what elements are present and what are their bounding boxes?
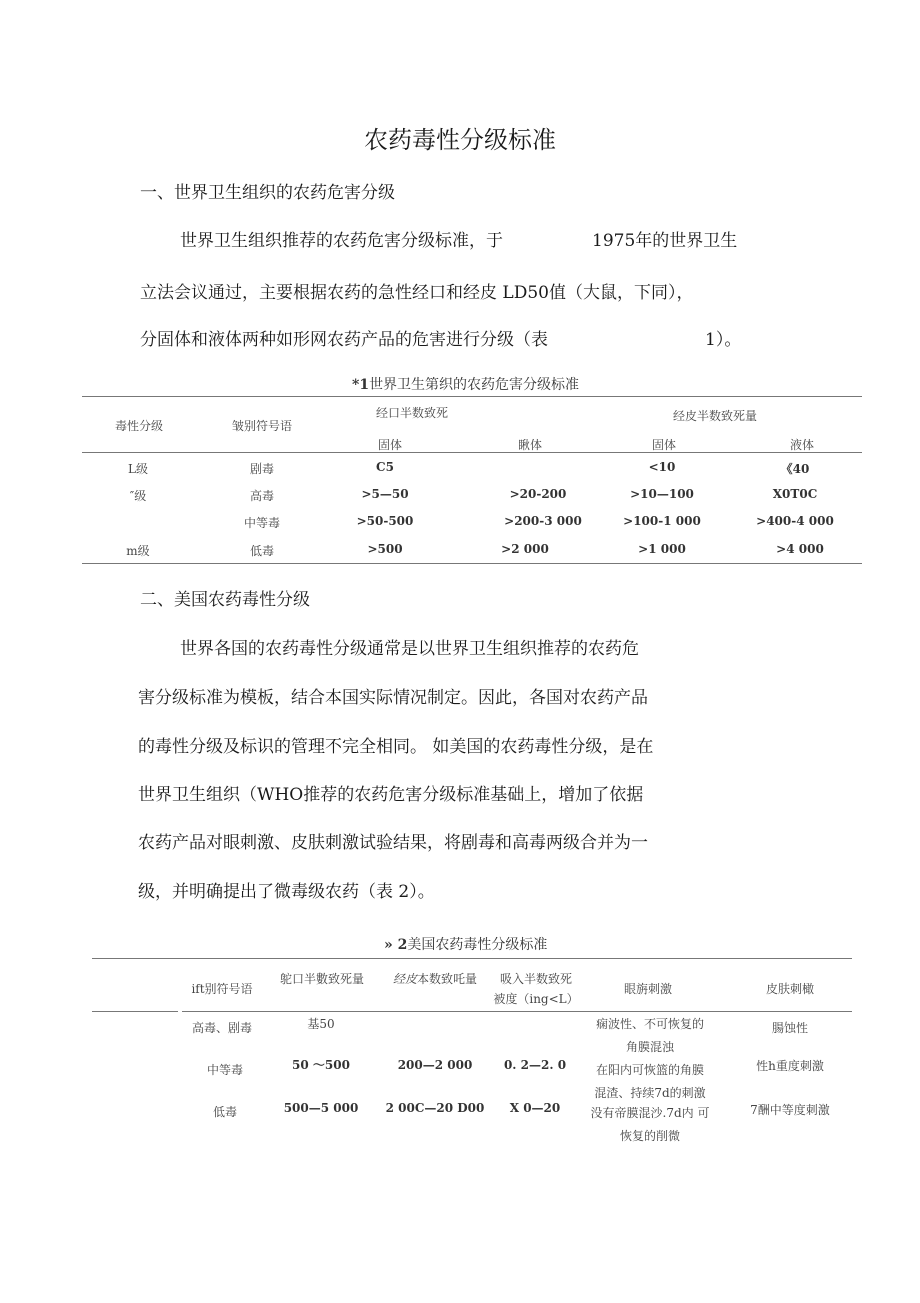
table1-bottom-rule [82, 563, 862, 564]
table2-cell-eye: 没有帝膜混沙.7d内 可恢复的削微 [590, 1106, 710, 1143]
table1-cell-dermal-liquid: X0T0C [772, 487, 818, 501]
table2-header-dermal-b: 本数致吒量 [417, 972, 478, 986]
table1-sub-oral-solid: 固体 [377, 438, 402, 452]
table1-header-oral: 经口半数致死 [375, 406, 448, 420]
table1-header-grade: 毒性分级 [114, 419, 163, 433]
table2-caption-text: 美国农药毒性分级标准 [407, 937, 548, 953]
table2-header-skin: 皮肤刺橄 [765, 982, 814, 996]
table1-caption-mark: *1 [352, 377, 370, 393]
table2-cell-oral: 500—5 000 [283, 1101, 359, 1115]
table1-cell-oral-solid: >5—50 [361, 487, 409, 501]
table1-cell-dermal-liquid: >400-4 000 [756, 514, 834, 528]
table1-cell-dermal-solid: >100-1 000 [623, 514, 701, 528]
table1-caption-text: 世界卫生第织的农药危害分级标准 [369, 377, 580, 393]
table2-cell-skin: 性h重度刺激 [756, 1059, 824, 1073]
table1-cell-oral-solid: C5 [376, 460, 394, 474]
table2-cell-symbol: 中等毒 [206, 1063, 243, 1077]
table2-caption [384, 934, 547, 954]
table2-cell-dermal: 2 00C—20 D00 [385, 1101, 485, 1115]
table1-cell-dermal-liquid: >4 000 [776, 542, 824, 556]
table2-header-eye: 眼旃刺激 [623, 982, 672, 996]
table2-cell-oral: 基50 [307, 1017, 335, 1031]
table2-cell-eye: 在阳内可恢篮的角膜 混渣、持续7d的刺激 [594, 1063, 706, 1100]
section1-heading: 一、世界卫生组织的农药危害分级 [140, 183, 395, 203]
section1-line3b: 1）。 [705, 330, 742, 350]
table1-sub-oral-liquid: 瞅体 [517, 438, 542, 452]
table2-header-rule-left [92, 1011, 178, 1012]
section2-heading: 二、美国农药毒性分级 [140, 590, 310, 610]
table2-header-inhal-2: 被度（ing<L） [493, 992, 579, 1006]
table2-header-dermal [380, 970, 490, 987]
table2-header-oral: 鸵口半數致死量 [279, 972, 364, 986]
table1-cell-symbol: 中等毒 [243, 516, 280, 530]
table2-caption-mark: » 2 [384, 937, 408, 953]
section2-line3: 的毒性分级及标识的管理不完全相同。 如美国的农药毒性分级，是在 [138, 737, 654, 757]
section1-line2: 立法会议通过，主要根据农药的急性经口和经皮 LD50值（大鼠，下同）， [140, 283, 694, 303]
table1-cell-dermal-solid: >10—100 [630, 487, 694, 501]
table1-cell-symbol: 高毒 [249, 489, 274, 503]
section1-line1b: 1975年的世界卫生 [592, 231, 738, 251]
page-title: 农药毒性分级标准 [364, 126, 556, 154]
section2-line4: 世界卫生组织（WHO推荐的农药危害分级标准基础上，增加了依据 [138, 785, 644, 805]
table2-header-dermal-a: 经皮 [392, 972, 417, 986]
table2-cell-eye: 痫波性、不可恢复的 角膜混浊 [595, 1017, 704, 1054]
table1-cell-oral-solid: >500 [367, 542, 403, 556]
table2-cell-symbol: 高毒、剧毒 [191, 1021, 252, 1035]
table2-cell-symbol: 低毒 [212, 1105, 237, 1119]
table2-cell-dermal: 200—2 000 [397, 1058, 473, 1072]
table1-caption [352, 374, 579, 394]
table2-cell-inhal: 0. 2—2. 0 [503, 1058, 567, 1072]
section2-line5: 农药产品对眼刺激、皮肤刺激试验结果，将剧毒和高毒两级合并为一 [138, 833, 648, 853]
table1-cell-oral-liquid: >20-200 [509, 487, 567, 501]
table2-cell-inhal: X 0—20 [509, 1101, 561, 1115]
table2-header-rule [182, 1011, 852, 1012]
section2-line1: 世界各国的农药毒性分级通常是以世界卫生组织推荐的农药危 [180, 639, 639, 659]
table1-header-dermal: 经皮半数致死量 [672, 409, 757, 423]
section1-line1a: 世界卫生组织推荐的农药危害分级标准，于 [180, 231, 503, 251]
table1-header-symbol: 皱别符号语 [231, 419, 292, 433]
table1-cell-grade: L级 [128, 462, 148, 476]
section1-line3a: 分固体和液体两种如形网农药产品的危害进行分级（表 [140, 330, 548, 350]
table1-cell-symbol: 低毒 [249, 544, 274, 558]
table1-cell-grade: m级 [126, 544, 150, 558]
table1-sub-dermal-liquid: 液体 [789, 438, 814, 452]
table1-sub-dermal-solid: 固体 [651, 438, 676, 452]
table1-cell-dermal-liquid: 《40 [780, 462, 810, 476]
table1-cell-grade: ″级 [129, 489, 147, 503]
table1-cell-oral-solid: >50-500 [356, 514, 414, 528]
table1-top-rule [82, 396, 862, 397]
section2-line6: 级，并明确提出了微毒级农药（表 2）。 [138, 882, 435, 902]
table1-cell-dermal-solid: <10 [648, 460, 676, 474]
table1-cell-symbol: 剧毒 [249, 462, 274, 476]
table2-top-rule [92, 958, 852, 959]
table1-cell-dermal-solid: >1 000 [638, 542, 686, 556]
section2-line2: 害分级标准为模板，结合本国实际情况制定。因此，各国对农药产品 [138, 688, 648, 708]
table2-cell-oral: 50 ～500 [292, 1058, 350, 1072]
table2-cell-skin: 7酬中等度刺激 [750, 1103, 830, 1117]
table1-cell-oral-liquid: >2 000 [501, 542, 549, 556]
table2-header-symbol: ift别符号语 [191, 982, 253, 996]
table2-cell-skin: 腸蚀性 [771, 1021, 808, 1035]
table1-header-rule [82, 452, 862, 453]
table2-header-inhal-1: 吸入半数致死 [499, 972, 572, 986]
table1-cell-oral-liquid: >200-3 000 [504, 514, 582, 528]
